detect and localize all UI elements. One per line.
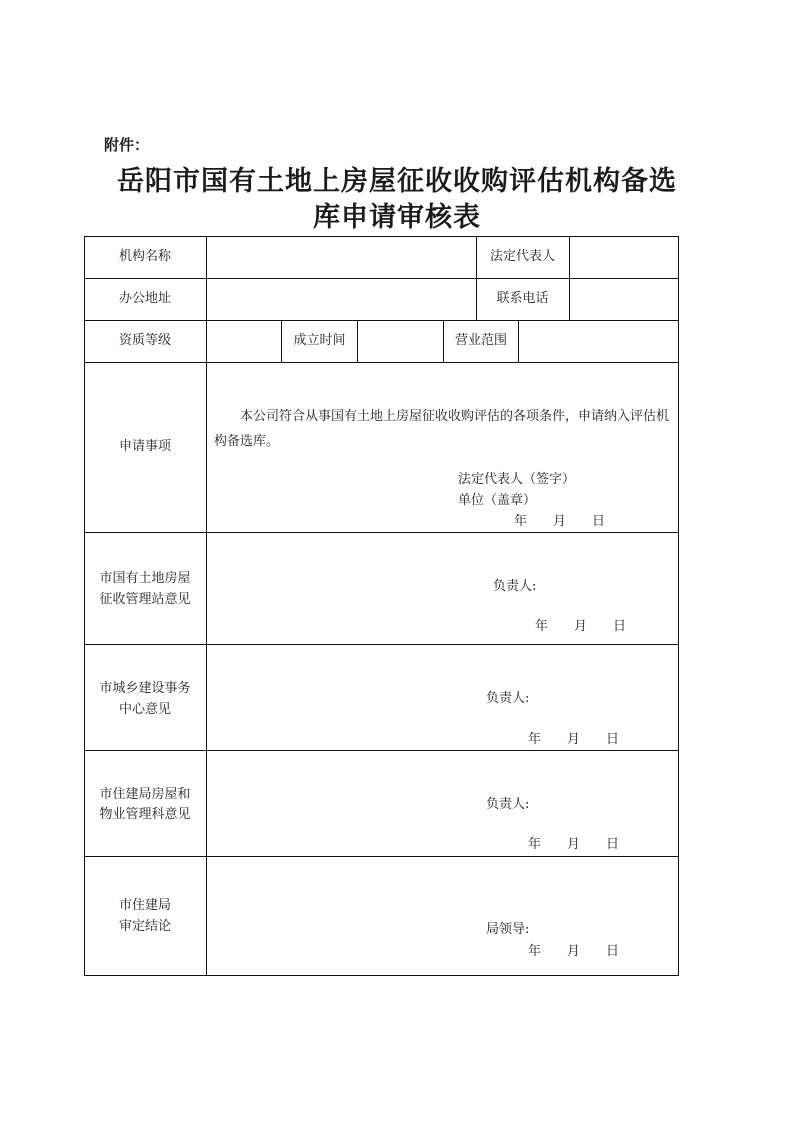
established-field[interactable] bbox=[358, 321, 443, 362]
station-opinion-label-line2: 征收管理站意见 bbox=[99, 592, 191, 607]
established-label: 成立时间 bbox=[293, 333, 346, 348]
row-divider bbox=[84, 362, 679, 363]
form-title-line2: 库申请审核表 bbox=[313, 202, 481, 233]
row-divider bbox=[84, 532, 679, 533]
center-opinion-label-line1: 市城乡建设事务 bbox=[99, 681, 191, 696]
business-scope-field[interactable] bbox=[519, 321, 678, 362]
legal-rep-field[interactable] bbox=[570, 237, 678, 278]
row-divider bbox=[84, 644, 679, 645]
form-title-line1: 岳阳市国有土地上房屋征收收购评估机构备选 bbox=[117, 166, 677, 197]
qualification-field[interactable] bbox=[207, 321, 281, 362]
legal-rep-signature-label: 法定代表人（签字） bbox=[458, 472, 576, 487]
station-date: 年 月 日 bbox=[535, 619, 627, 634]
center-date: 年 月 日 bbox=[528, 732, 620, 747]
address-label: 办公地址 bbox=[118, 291, 171, 306]
application-label: 申请事项 bbox=[118, 439, 171, 454]
row-divider bbox=[84, 856, 679, 857]
property-date: 年 月 日 bbox=[528, 837, 620, 852]
application-date: 年 月 日 bbox=[514, 514, 606, 529]
property-opinion-label-line2: 物业管理科意见 bbox=[99, 807, 191, 822]
qualification-label: 资质等级 bbox=[118, 333, 171, 348]
phone-label: 联系电话 bbox=[496, 291, 549, 306]
property-responsible-label: 负责人: bbox=[486, 797, 530, 812]
bureau-leader-label: 局领导: bbox=[486, 922, 530, 937]
org-name-label: 机构名称 bbox=[118, 249, 171, 264]
station-responsible-label: 负责人: bbox=[493, 579, 537, 594]
phone-field[interactable] bbox=[570, 279, 678, 320]
station-opinion-label-line1: 市国有土地房屋 bbox=[99, 571, 191, 586]
application-statement: 本公司符合从事国有土地上房屋征收收购评估的各项条件，申请纳入评估机构备选库。 bbox=[214, 409, 670, 449]
bureau-conclusion-label-line1: 市住建局 bbox=[118, 898, 171, 913]
attachment-label: 附件： bbox=[104, 136, 150, 154]
bureau-conclusion-label-line2: 审定结论 bbox=[118, 919, 171, 934]
center-responsible-label: 负责人: bbox=[486, 691, 530, 706]
unit-seal-label: 单位（盖章） bbox=[458, 493, 537, 508]
property-opinion-label-line1: 市住建局房屋和 bbox=[99, 787, 191, 802]
business-scope-label: 营业范围 bbox=[454, 333, 507, 348]
legal-rep-label: 法定代表人 bbox=[489, 249, 555, 264]
center-opinion-label-line2: 中心意见 bbox=[118, 702, 171, 717]
address-field[interactable] bbox=[207, 279, 475, 320]
row-divider bbox=[84, 750, 679, 751]
org-name-field[interactable] bbox=[207, 237, 475, 278]
bureau-date: 年 月 日 bbox=[528, 944, 620, 959]
